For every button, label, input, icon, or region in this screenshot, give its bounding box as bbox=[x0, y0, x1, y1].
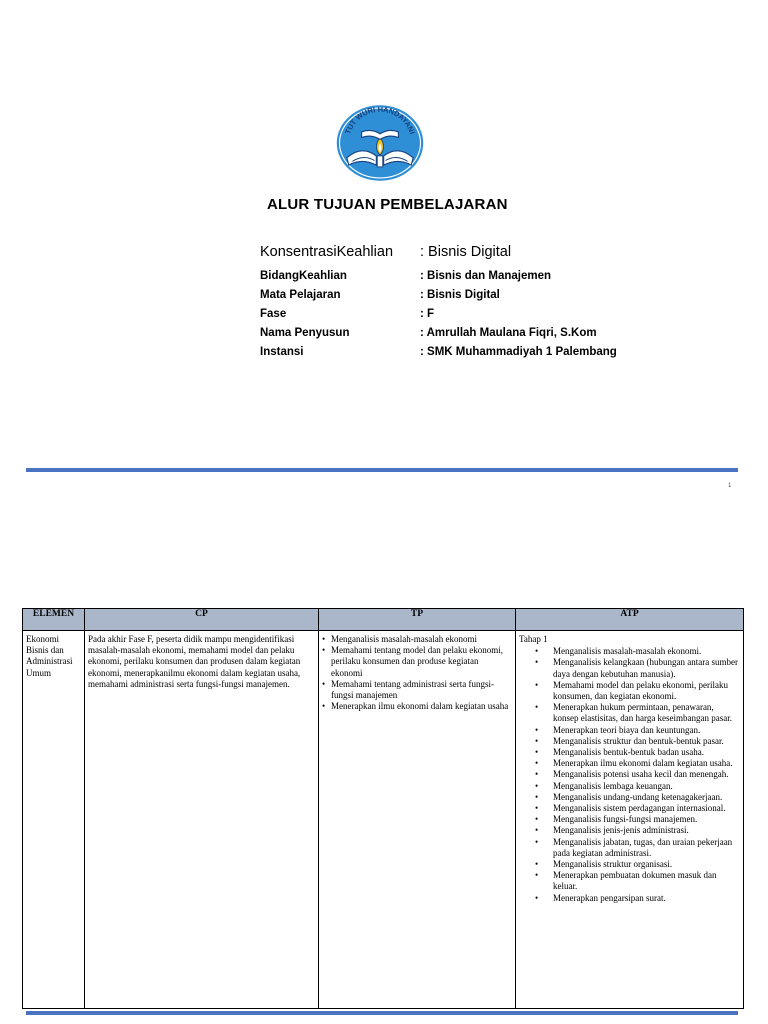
cell-elemen: Ekonomi Bisnis dan Administrasi Umum bbox=[23, 631, 85, 1009]
info-value: : Bisnis dan Manajemen bbox=[420, 270, 552, 282]
page-divider-bottom bbox=[26, 1011, 738, 1015]
document-info bbox=[260, 246, 700, 365]
cell-tp bbox=[319, 631, 516, 1009]
info-label: Nama Penyusun bbox=[260, 327, 350, 339]
atp-item: • Memahami model dan pelaku ekonomi, perilaku konsumen, dan kegiatan ekonomi. bbox=[519, 680, 740, 702]
info-value: : Amrullah Maulana Fiqri, S.Kom bbox=[420, 327, 597, 339]
cell-cp: Pada akhir Fase F, peserta didik mampu mengidentifikasi masalah-masalah ekonomi, memahami model dan pelaku ekonomi, perilaku konsumen dan produsen dalam kegiatan ekonomi, menerapkanilmu ekonomi dalam kegiatan usaha, memahami administrasi serta fungsi-fungsi manajemen. bbox=[85, 631, 319, 1009]
info-label: BidangKeahlian bbox=[260, 270, 347, 282]
info-row-instansi bbox=[260, 346, 700, 365]
atp-item: • Menganalisis potensi usaha kecil dan menengah. bbox=[519, 769, 740, 780]
atp-item: • Menganalisis struktur organisasi. bbox=[519, 859, 740, 870]
atp-list bbox=[519, 646, 740, 904]
info-row-fase bbox=[260, 308, 700, 327]
atp-item: • Menganalisis sistem perdagangan internasional. bbox=[519, 803, 740, 814]
atp-item: • Menganalisis masalah-masalah ekonomi. bbox=[519, 646, 740, 657]
tut-wuri-handayani-logo bbox=[334, 104, 426, 182]
atp-stage: Tahap 1 bbox=[519, 634, 548, 644]
atp-item: • Menganalisis lembaga keuangan. bbox=[519, 781, 740, 792]
info-value: : Bisnis Digital bbox=[420, 289, 500, 301]
info-value: : Bisnis Digital bbox=[420, 244, 512, 260]
header-elemen: ELEMEN bbox=[23, 609, 85, 631]
info-row-bidang-keahlian bbox=[260, 270, 700, 289]
info-row-konsentrasi-keahlian bbox=[260, 244, 700, 268]
page-number: 1 bbox=[728, 483, 732, 489]
header-tp: TP bbox=[319, 609, 516, 631]
info-row-mata-pelajaran bbox=[260, 289, 700, 308]
atp-item: • Menganalisis jenis-jenis administrasi. bbox=[519, 825, 740, 836]
atp-item: • Menganalisis jabatan, tugas, dan uraian pekerjaan pada kegiatan administrasi. bbox=[519, 837, 740, 859]
header-cp: CP bbox=[85, 609, 319, 631]
atp-item: • Menerapkan ilmu ekonomi dalam kegiatan usaha. bbox=[519, 758, 740, 769]
svg-text:TUT WURI HANDAYANI: TUT WURI HANDAYANI bbox=[343, 104, 417, 136]
info-label: Fase bbox=[260, 308, 287, 320]
atp-item: • Menerapkan hukum permintaan, penawaran, konsep elastisitas, dan harga keseimbangan pasar. bbox=[519, 702, 740, 724]
page-divider bbox=[26, 468, 738, 472]
tp-item: • Memahami tentang administrasi serta fungsi-fungsi manajemen bbox=[322, 679, 512, 701]
info-label: KonsentrasiKeahlian bbox=[260, 244, 394, 260]
atp-item: • Menerapkan teori biaya dan keuntungan. bbox=[519, 725, 740, 736]
cell-atp bbox=[516, 631, 744, 1009]
tp-item: • Menganalisis masalah-masalah ekonomi bbox=[322, 634, 512, 645]
tp-item: • Memahami tentang model dan pelaku ekonomi, perilaku konsumen dan produse kegiatan ekonomi bbox=[322, 645, 512, 679]
document-title: ALUR TUJUAN PEMBELAJARAN bbox=[267, 196, 508, 213]
atp-item: • Menerapkan pengarsipan surat. bbox=[519, 893, 740, 904]
table-row bbox=[23, 631, 744, 1009]
info-row-nama-penyusun bbox=[260, 327, 700, 346]
atp-item: • Menganalisis struktur dan bentuk-bentuk pasar. bbox=[519, 736, 740, 747]
atp-item: • Menerapkan pembuatan dokumen masuk dan keluar. bbox=[519, 870, 740, 892]
header-atp: ATP bbox=[516, 609, 744, 631]
atp-item: • Menganalisis kelangkaan (hubungan antara sumber daya dengan kebutuhan manusia). bbox=[519, 657, 740, 679]
tp-item: • Menerapkan ilmu ekonomi dalam kegiatan usaha bbox=[322, 701, 512, 712]
info-label: Mata Pelajaran bbox=[260, 289, 341, 301]
info-value: : SMK Muhammadiyah 1 Palembang bbox=[420, 346, 617, 358]
table-header-row bbox=[23, 609, 744, 631]
atp-table bbox=[22, 608, 744, 1009]
info-value: : F bbox=[420, 308, 435, 320]
atp-item: • Menganalisis undang-undang ketenagakerjaan. bbox=[519, 792, 740, 803]
tp-list bbox=[322, 634, 512, 712]
atp-item: • Menganalisis fungsi-fungsi manajemen. bbox=[519, 814, 740, 825]
atp-item: • Menganalisis bentuk-bentuk badan usaha. bbox=[519, 747, 740, 758]
info-label: Instansi bbox=[260, 346, 304, 358]
